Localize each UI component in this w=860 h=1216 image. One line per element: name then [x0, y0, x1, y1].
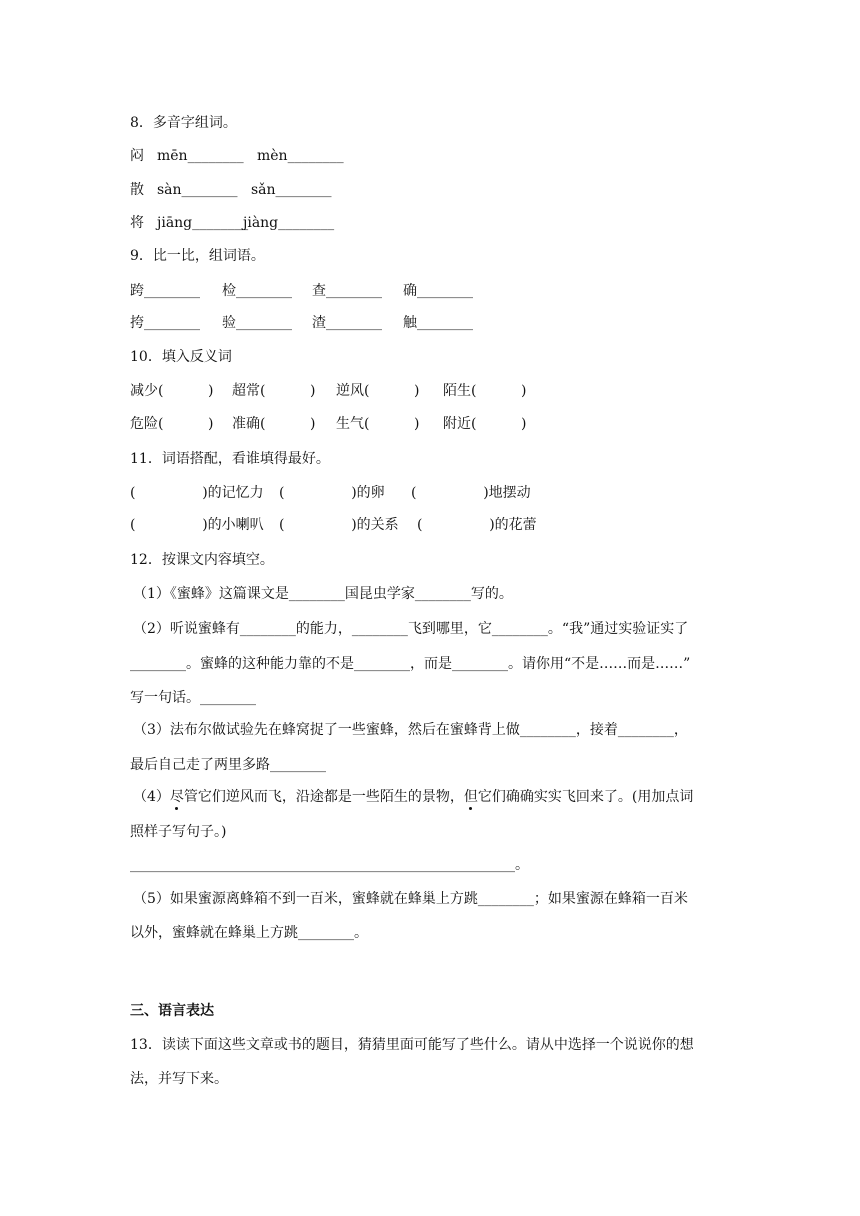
- q9-item: 跨________: [130, 283, 200, 299]
- q10-item: 超常( ): [232, 383, 316, 399]
- emphasis-dot-char: 尽: [169, 789, 184, 805]
- q11-row-2: [130, 515, 537, 535]
- q10-item: 陌生( ): [443, 383, 527, 399]
- q9-item: 检________: [222, 283, 292, 299]
- q9-title: 9．比一比，组词语。: [130, 248, 265, 264]
- q8-char: 散: [130, 182, 144, 198]
- q12-title: 12．按课文内容填空。: [130, 552, 274, 568]
- q12-part2-line2: ________。蜜蜂的这种能力靠的不是________，而是________。请你用“不是……而是……”: [130, 656, 691, 672]
- q10-item: 附近( ): [443, 416, 527, 432]
- q10-item: 生气( ): [336, 416, 420, 432]
- q12-part5-line1: （5）如果蜜源离蜂箱不到一百米，蜜蜂就在蜂巢上方跳________；如果蜜源在蜂箱一百米: [133, 891, 688, 907]
- q8-blank-b: sǎn________: [251, 182, 332, 198]
- q11-item: ( )的卵: [279, 485, 385, 501]
- q12-part1: （1）《蜜蜂》这篇课文是________国昆虫学家________写的。: [133, 586, 513, 602]
- q9-row-2: [130, 313, 473, 333]
- q11-row-1: [130, 483, 531, 503]
- q10-item: 危险( ): [130, 416, 214, 432]
- q12-part4-line2: 照样子写句子。): [130, 824, 227, 840]
- q8-blank-a: jiāng________: [157, 215, 249, 231]
- q10-item: 减少( ): [130, 383, 214, 399]
- q11-title: 11．词语搭配，看谁填得最好。: [130, 451, 330, 467]
- q12-part2-line1: （2）听说蜜蜂有________的能力，________飞到哪里，它________。“我”通过实验证实了: [133, 621, 689, 637]
- q13-line2: 法，并写下来。: [130, 1071, 228, 1087]
- q8-blank-b: mèn________: [257, 148, 344, 164]
- q12-part5-line2: 以外，蜜蜂就在蜂巢上方跳________。: [130, 925, 368, 941]
- q10-title: 10．填入反义词: [130, 349, 232, 365]
- q12-part4-text: 它们确确实实飞回来了。(用加点词: [477, 789, 694, 805]
- q12-part2-line3: 写一句话。________: [130, 690, 256, 706]
- q8-row-1: [130, 146, 344, 166]
- q12-part4-answer-blank: _______________________________________________________。: [130, 857, 529, 873]
- q10-item: 准确( ): [232, 416, 316, 432]
- q11-item: ( )的小喇叭: [130, 517, 264, 533]
- q8-title: 8．多音字组词。: [130, 115, 237, 131]
- q9-item: 触________: [403, 315, 473, 331]
- q11-item: ( )的花蕾: [417, 517, 537, 533]
- q8-char: 闷: [130, 148, 144, 164]
- q12-part3-line1: （3）法布尔做试验先在蜂窝捉了一些蜜蜂，然后在蜜蜂背上做________，接着________，: [133, 722, 688, 738]
- q9-item: 挎________: [130, 315, 200, 331]
- q12-part4-text: 它们逆风而飞，沿途都是一些陌生的景物，: [197, 789, 464, 805]
- q9-item: 渣________: [312, 315, 382, 331]
- q8-blank-a: mēn________: [157, 148, 244, 164]
- q9-item: 验________: [222, 315, 292, 331]
- q8-row-3: [130, 213, 335, 233]
- q12-part4-text: 管: [183, 789, 198, 805]
- q10-item: 逆风( ): [336, 383, 420, 399]
- emphasis-dot-char: 但: [463, 789, 478, 805]
- q10-row-2: [130, 414, 527, 434]
- q13-line1: 13．读读下面这些文章或书的题目，猜猜里面可能写了些什么。请从中选择一个说说你的想: [130, 1037, 694, 1053]
- q12-part3-line2: 最后自己走了两里多路________: [130, 757, 326, 773]
- q9-row-1: [130, 281, 473, 301]
- q8-blank-b: jiàng________: [243, 215, 335, 231]
- q8-char: 将: [130, 215, 144, 231]
- q12-part4-line1: [133, 787, 693, 807]
- q8-row-2: [130, 180, 332, 200]
- section-heading: 三、语言表达: [130, 1003, 214, 1019]
- q9-item: 查________: [312, 283, 382, 299]
- q8-blank-a: sàn________: [157, 182, 238, 198]
- q11-item: ( )的关系: [279, 517, 399, 533]
- q9-item: 确________: [403, 283, 473, 299]
- q10-row-1: [130, 381, 527, 401]
- q12-part4-prefix: （4）: [133, 789, 170, 805]
- q11-item: ( )的记忆力: [130, 485, 264, 501]
- q11-item: ( )地摆动: [411, 485, 531, 501]
